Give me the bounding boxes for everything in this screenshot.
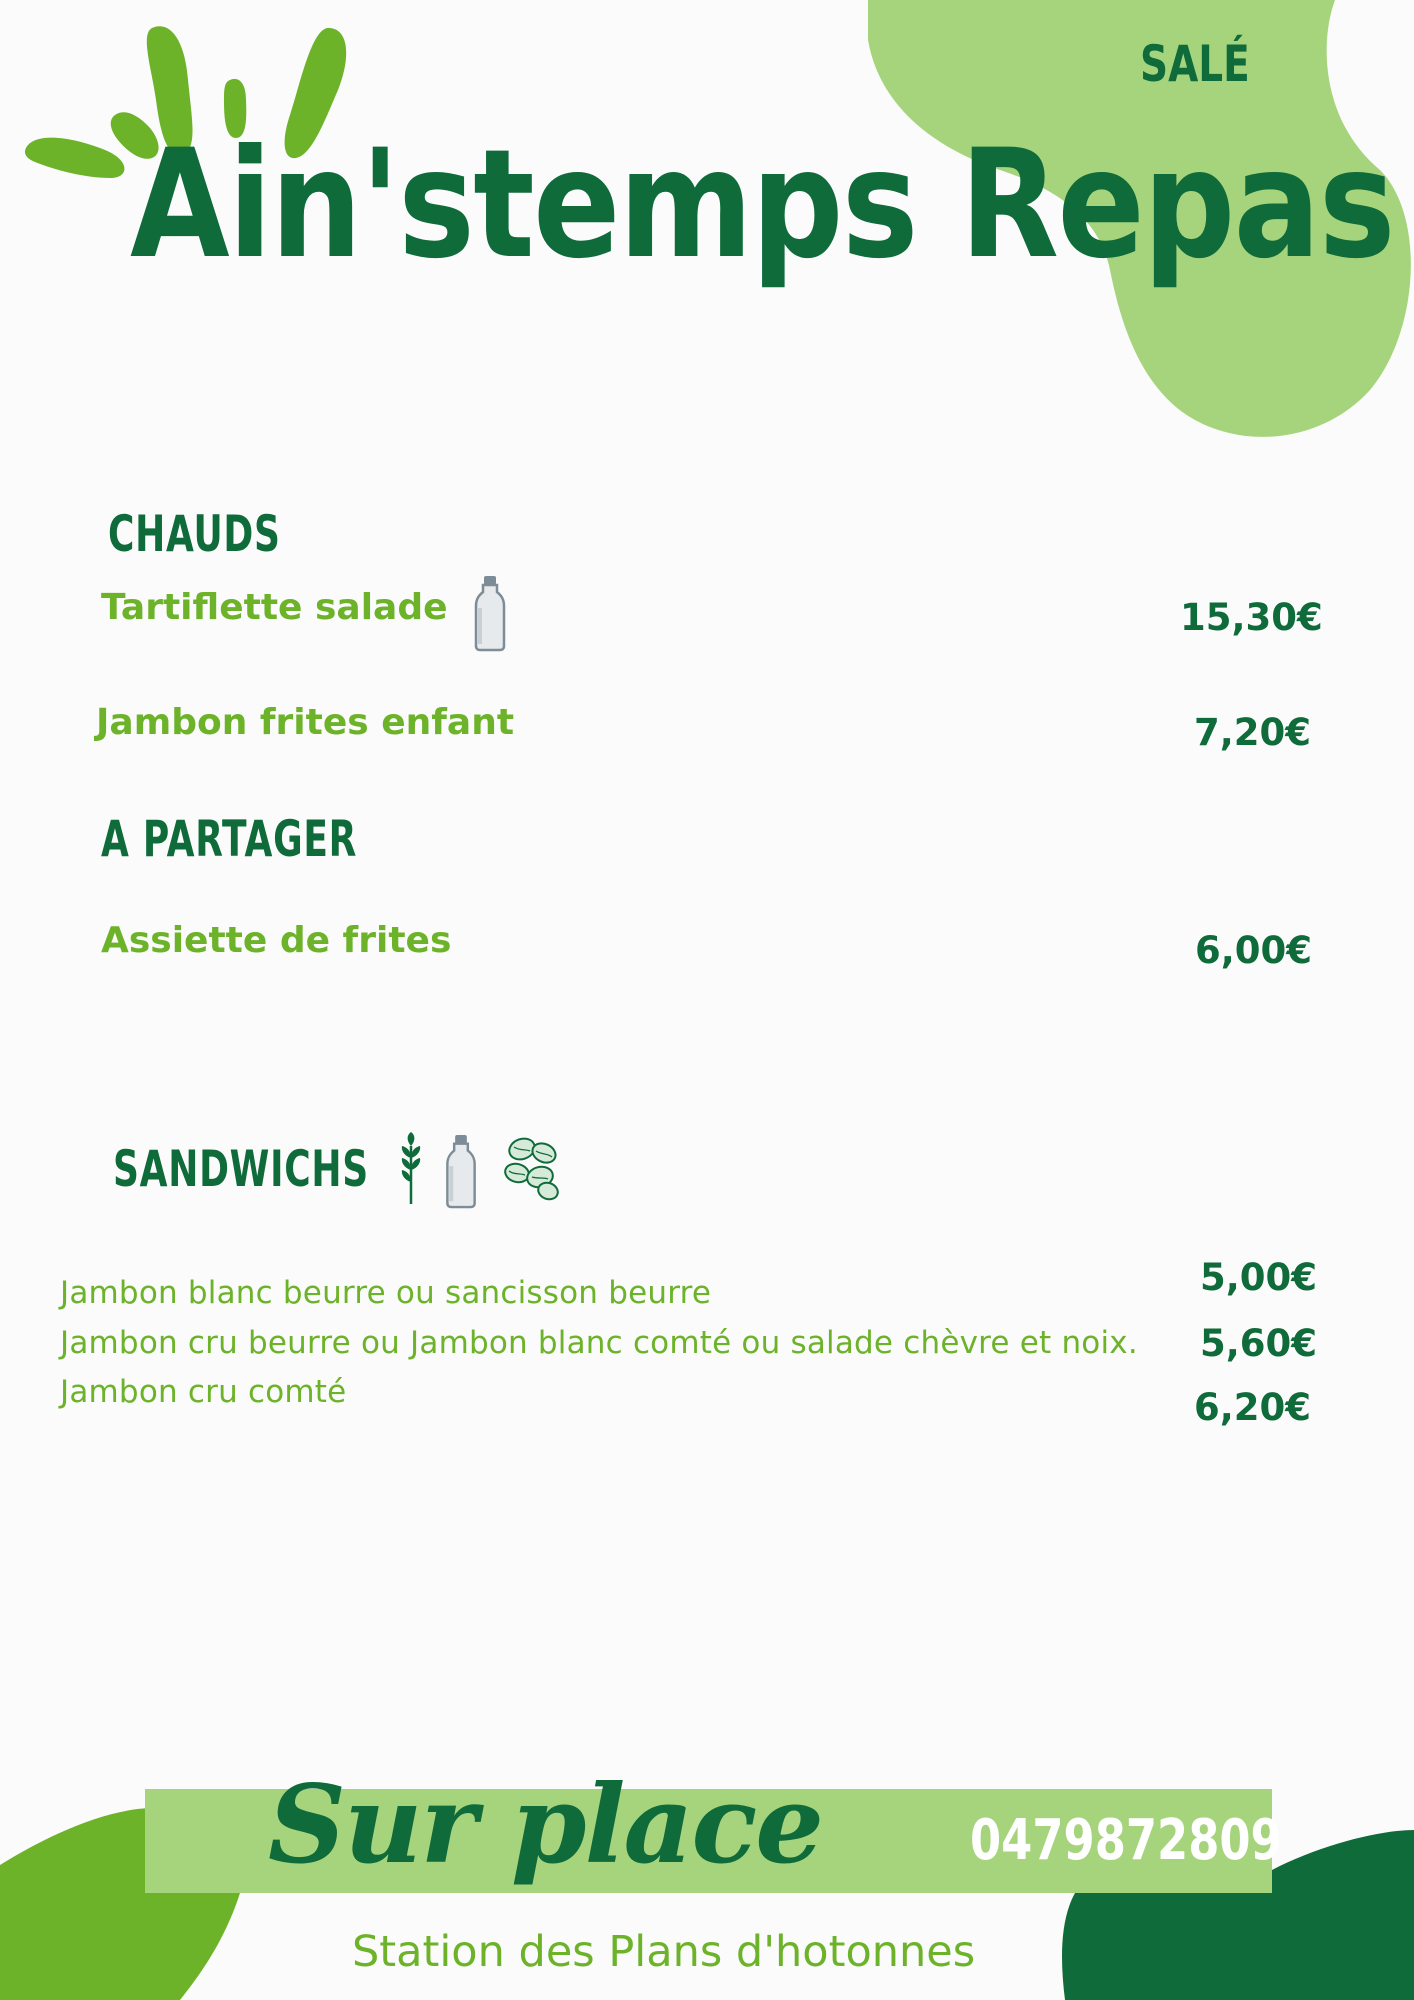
nuts-icon: [502, 1133, 564, 1201]
restaurant-title: Ain'stemps Repas: [130, 118, 1394, 292]
menu-item-name: Assiette de frites: [101, 920, 452, 961]
footer-tagline: Sur place: [268, 1762, 823, 1888]
sandwich-item-price: 5,00€: [1200, 1256, 1318, 1299]
menu-item-name: Jambon frites enfant: [96, 702, 515, 743]
category-label: SALÉ: [1140, 35, 1250, 93]
sandwich-item-price: 6,20€: [1194, 1386, 1312, 1429]
menu-item-price: 7,20€: [1194, 711, 1312, 754]
section-heading-chauds: CHAUDS: [108, 505, 281, 563]
wheat-icon: [396, 1132, 426, 1204]
sandwich-item-name: Jambon cru comté: [60, 1374, 347, 1410]
section-heading-sandwichs: SANDWICHS: [113, 1140, 369, 1198]
sandwich-item-name: Jambon blanc beurre ou sancisson beurre: [60, 1275, 712, 1311]
milk-bottle-icon: [445, 1133, 477, 1209]
sandwich-item-price: 5,60€: [1200, 1322, 1318, 1365]
menu-item-price: 6,00€: [1195, 929, 1313, 972]
footer-address: Station des Plans d'hotonnes: [352, 1927, 976, 1977]
sandwich-item-name: Jambon cru beurre ou Jambon blanc comté ou salade chèvre et noix.: [60, 1325, 1138, 1361]
menu-item-price: 15,30€: [1180, 596, 1323, 639]
menu-item-name: Tartiflette salade: [101, 587, 448, 628]
section-heading-partager: A PARTAGER: [101, 810, 358, 868]
milk-bottle-icon: [474, 574, 506, 652]
phone-number[interactable]: 0479872809: [970, 1808, 1282, 1873]
